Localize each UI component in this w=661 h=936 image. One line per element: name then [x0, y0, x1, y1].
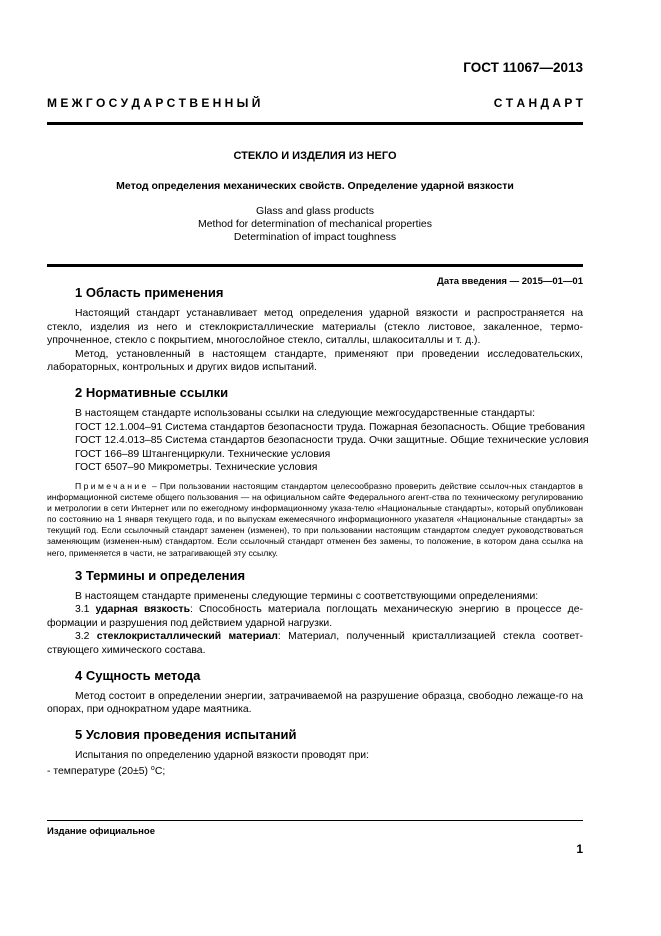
- document-number: ГОСТ 11067—2013: [463, 60, 583, 75]
- section-4-paragraph: Метод состоит в определении энергии, затрачиваемой на разрушение образца, свободно лежаще-го на опорах, при однократном ударе маятника.: [47, 690, 583, 716]
- section-1-paragraph: Метод, установленный в настоящем стандарте, применяют при проведении исследовательских, лабораторных, контрольных и других видов испытаний.: [47, 348, 583, 374]
- footer-rule: [47, 820, 583, 821]
- section-3-heading: 3 Термины и определения: [75, 567, 246, 583]
- term-number: 3.2: [75, 631, 97, 643]
- note-text: – При пользовании настоящим стандартом целесообразно проверить действие ссылоч-ных стандартов в информационной системе общего пользования — на официальном сайте Федерального агент-ства по техническому регулированию и метрологии в сети Интернет или по ежегодному информационному указа-телю «Национальные стандарты», который опубликован по состоянию на 1 января текущего года, и по выпускам ежемесячного информационного указателя «Национальные стандарты» за текущий год. Если ссылочный стандарт заменен (изменен), то при пользовании настоящим стандартом следует руководствоваться заменяющим (изменен-ным) стандартом. Если ссылочный стандарт отменен без замены, то положение, в котором дана ссылка на него, применяется в части, не затрагивающей эту ссылку.: [47, 480, 583, 558]
- title-rule: [47, 264, 583, 267]
- english-title-line: Glass and glass products: [256, 205, 374, 217]
- condition-item: [47, 762, 583, 779]
- condition-text: - температуре (20±5): [47, 766, 151, 778]
- term-definition: [47, 603, 583, 630]
- document-title: СТЕКЛО И ИЗДЕЛИЯ ИЗ НЕГО: [233, 150, 397, 162]
- interstate-standard-banner: [47, 96, 583, 110]
- section-3-intro: В настоящем стандарте применены следующие термины с соответствующими определениями:: [75, 590, 539, 602]
- english-title: [47, 205, 583, 244]
- document-body: [47, 284, 589, 779]
- section-2-intro: В настоящем стандарте использованы ссылки на следующие межгосударственные стандарты:: [75, 407, 536, 419]
- normative-reference: ГОСТ 12.1.004–91 Система стандартов безопасности труда. Пожарная безопасность. Общие требования: [75, 421, 586, 433]
- term-name: ударная вязкость: [95, 604, 191, 616]
- normative-reference: ГОСТ 166–89 Штангенциркули. Технические условия: [75, 448, 331, 460]
- normative-reference: ГОСТ 6507–90 Микрометры. Технические условия: [75, 462, 318, 474]
- banner-word-interstate: М Е Ж Г О С У Д А Р С Т В Е Н Н Ы Й: [47, 96, 261, 110]
- top-rule: [47, 122, 583, 125]
- degree-sign: o: [150, 765, 155, 773]
- condition-unit: С;: [154, 766, 166, 778]
- section-1-paragraph: Настоящий стандарт устанавливает метод определения ударной вязкости и распространяется на стекло, изделия из него и стеклокристаллические материалы (стекло листовое, закаленное, термо-упрочненное, стекло с покрытием, многослойное стекло, ситаллы, шлакоситаллы и т. д.).: [47, 308, 583, 347]
- note-label: Примечание: [75, 480, 149, 491]
- section-5-intro: Испытания по определению ударной вязкости проводят при:: [75, 749, 369, 761]
- section-5-heading: 5 Условия проведения испытаний: [75, 726, 297, 742]
- section-1-heading: 1 Область применения: [75, 285, 224, 300]
- english-title-line: Method for determination of mechanical properties: [197, 218, 433, 230]
- normative-reference: ГОСТ 12.4.013–85 Система стандартов безопасности труда. Очки защитные. Общие технические условия: [75, 435, 589, 447]
- references-note: [47, 481, 583, 559]
- banner-word-standard: С Т А Н Д А Р Т: [493, 96, 583, 110]
- term-definition: [47, 630, 583, 657]
- term-number: 3.1: [75, 604, 96, 616]
- section-4-heading: 4 Сущность метода: [75, 667, 201, 683]
- official-edition-label: Издание официальное: [47, 826, 155, 837]
- page-number: 1: [576, 842, 583, 856]
- english-title-line: Determination of impact toughness: [233, 231, 397, 243]
- document-subtitle: Метод определения механических свойств. Определение ударной вязкости: [116, 180, 514, 192]
- introduction-date: Дата введения — 2015—01—01: [437, 276, 583, 287]
- section-2-heading: 2 Нормативные ссылки: [75, 384, 229, 400]
- term-text: : Способность материала поглощать механическую энергию в процессе де-формации и разрушения под действием ударной нагрузки.: [47, 604, 583, 629]
- term-text: : Материал, полученный кристаллизацией стекла соответ-ствующего химического состава.: [47, 631, 583, 656]
- term-name: стеклокристаллический материал: [96, 631, 278, 643]
